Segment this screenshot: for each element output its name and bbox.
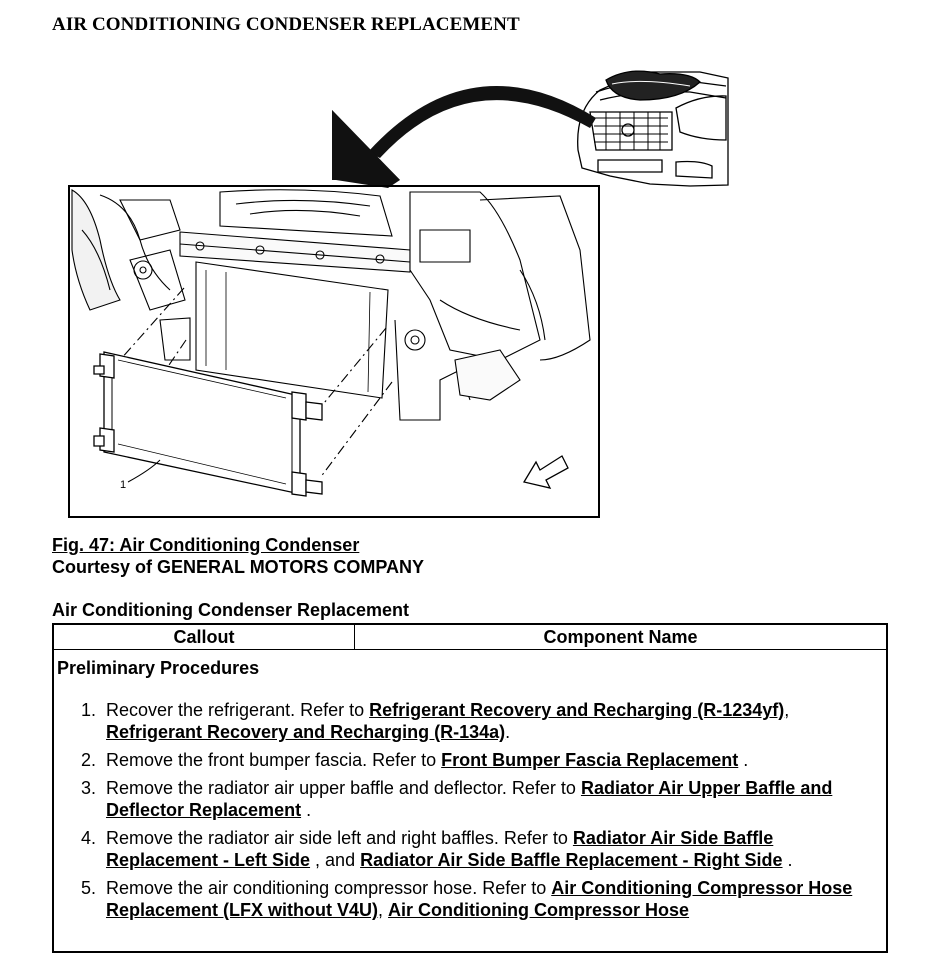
step-link[interactable]: Radiator Air Side Baffle Replacement - Right Side	[360, 850, 783, 870]
step-number: 5.	[80, 878, 96, 898]
step-text: Remove the radiator air upper baffle and deflector. Refer to	[106, 778, 581, 798]
header-component-name: Component Name	[543, 626, 698, 647]
step-link[interactable]: Refrigerant Recovery and Recharging (R-1234yf)	[369, 700, 785, 720]
step-item	[80, 699, 886, 743]
step-link[interactable]: Air Conditioning Compressor Hose Replacement (LFX without V4U)	[106, 878, 853, 920]
procedure-table	[52, 623, 888, 953]
header-callout: Callout	[54, 625, 355, 649]
step-link[interactable]: Refrigerant Recovery and Recharging (R-134a)	[106, 722, 506, 742]
step-link[interactable]: Radiator Air Side Baffle Replacement - Left Side	[106, 828, 774, 870]
step-item	[80, 877, 886, 921]
step-text: .	[505, 722, 511, 742]
step-number: 3.	[80, 778, 96, 798]
step-text: .	[738, 750, 749, 770]
step-item	[80, 749, 886, 771]
step-text: Recover the refrigerant. Refer to	[106, 700, 370, 720]
step-text: , and	[310, 850, 361, 870]
table-header-row	[54, 625, 886, 650]
vehicle-inset-icon	[578, 71, 728, 186]
figure-courtesy: Courtesy of GENERAL MOTORS COMPANY	[52, 557, 425, 577]
step-text: .	[301, 800, 312, 820]
procedure-steps	[54, 699, 886, 921]
step-text: Remove the front bumper fascia. Refer to	[106, 750, 442, 770]
document-title: AIR CONDITIONING CONDENSER REPLACEMENT	[52, 14, 520, 35]
step-item	[80, 827, 886, 871]
step-text: ,	[378, 900, 389, 920]
step-text: ,	[784, 700, 790, 720]
step-number: 4.	[80, 828, 96, 848]
section-label: Preliminary Procedures	[57, 658, 260, 678]
table-title: Air Conditioning Condenser Replacement	[52, 600, 410, 620]
step-number: 1.	[80, 700, 96, 720]
step-text: Remove the radiator air side left and right baffles. Refer to	[106, 828, 573, 848]
step-text: .	[782, 850, 793, 870]
step-link[interactable]: Front Bumper Fascia Replacement	[441, 750, 739, 770]
step-number: 2.	[80, 750, 96, 770]
forward-arrow-icon	[524, 456, 568, 488]
direction-arrow-icon	[332, 86, 596, 188]
step-link[interactable]: Air Conditioning Compressor Hose	[388, 900, 690, 920]
step-link[interactable]: Radiator Air Upper Baffle and Deflector Replacement	[106, 778, 833, 820]
figure-caption[interactable]: Fig. 47: Air Conditioning Condenser	[52, 535, 360, 555]
step-item	[80, 777, 886, 821]
callout-number: 1	[120, 479, 127, 491]
step-text: Remove the air conditioning compressor hose. Refer to	[106, 878, 552, 898]
